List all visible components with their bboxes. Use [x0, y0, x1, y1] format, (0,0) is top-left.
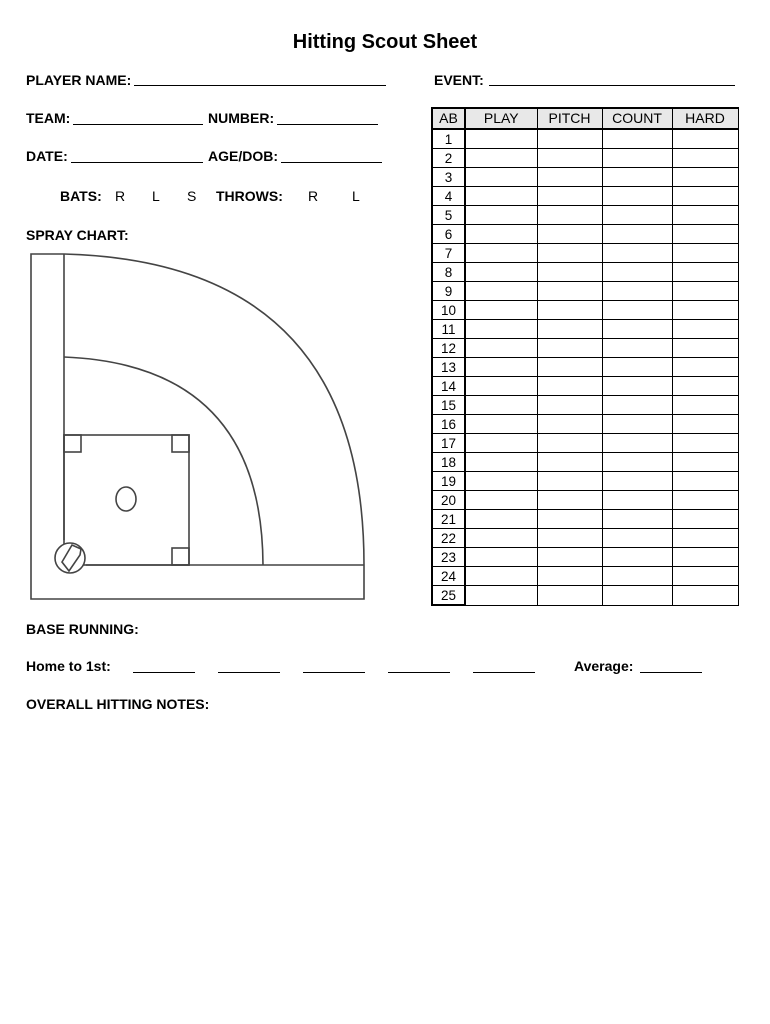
table-row [432, 263, 738, 282]
infield-arc [64, 357, 263, 565]
age-dob-label: AGE/DOB: [208, 148, 278, 164]
pitch-cell[interactable] [537, 396, 602, 415]
pitch-cell[interactable] [537, 187, 602, 206]
at-bat-number: 2 [432, 149, 465, 168]
pitch-cell[interactable] [537, 567, 602, 586]
at-bat-number: 11 [432, 320, 465, 339]
hard-cell[interactable] [672, 149, 738, 168]
at-bat-number: 8 [432, 263, 465, 282]
table-row [432, 129, 738, 149]
pitch-cell[interactable] [537, 244, 602, 263]
play-cell[interactable] [465, 320, 537, 339]
play-cell[interactable] [465, 472, 537, 491]
team-label: TEAM: [26, 110, 71, 126]
hard-cell[interactable] [672, 168, 738, 187]
pitch-cell[interactable] [537, 168, 602, 187]
hard-cell[interactable] [672, 434, 738, 453]
hard-cell[interactable] [672, 129, 738, 149]
overall-hitting-notes-area[interactable] [26, 716, 738, 1006]
at-bat-number: 24 [432, 567, 465, 586]
home-to-first-label: Home to 1st: [26, 658, 111, 674]
table-row [432, 377, 738, 396]
player-name-label: PLAYER NAME: [26, 72, 132, 88]
number-label: NUMBER: [208, 110, 275, 126]
hard-cell[interactable] [672, 510, 738, 529]
table-row [432, 339, 738, 358]
hard-cell[interactable] [672, 282, 738, 301]
play-cell[interactable] [465, 529, 537, 548]
pitch-cell[interactable] [537, 339, 602, 358]
at-bat-number: 19 [432, 472, 465, 491]
count-cell[interactable] [602, 301, 672, 320]
at-bat-number: 16 [432, 415, 465, 434]
pitch-cell[interactable] [537, 434, 602, 453]
play-cell[interactable] [465, 510, 537, 529]
pitch-cell[interactable] [537, 263, 602, 282]
throws-label: THROWS: [216, 188, 283, 204]
bats-option-s[interactable]: S [187, 188, 197, 204]
table-row [432, 472, 738, 491]
count-cell[interactable] [602, 320, 672, 339]
pitch-cell[interactable] [537, 453, 602, 472]
first-base[interactable] [172, 548, 189, 565]
hard-cell[interactable] [672, 472, 738, 491]
play-cell[interactable] [465, 187, 537, 206]
home-to-first-time-2[interactable] [218, 672, 280, 673]
table-row [432, 548, 738, 567]
pitchers-mound [116, 487, 136, 511]
hard-cell[interactable] [672, 529, 738, 548]
play-cell[interactable] [465, 263, 537, 282]
play-cell[interactable] [465, 282, 537, 301]
infield-square [64, 435, 189, 565]
pitch-cell[interactable] [537, 320, 602, 339]
at-bat-number: 12 [432, 339, 465, 358]
play-cell[interactable] [465, 586, 537, 606]
hard-cell[interactable] [672, 548, 738, 567]
count-cell[interactable] [602, 529, 672, 548]
hard-cell[interactable] [672, 377, 738, 396]
second-base[interactable] [172, 435, 189, 452]
column-header-pitch: PITCH [537, 108, 602, 129]
table-row [432, 396, 738, 415]
count-cell[interactable] [602, 415, 672, 434]
hard-cell[interactable] [672, 263, 738, 282]
count-cell[interactable] [602, 339, 672, 358]
pitch-cell[interactable] [537, 548, 602, 567]
column-header-count: COUNT [602, 108, 672, 129]
event-label: EVENT: [434, 72, 484, 88]
spray-chart-label: SPRAY CHART: [26, 227, 129, 243]
at-bat-number: 15 [432, 396, 465, 415]
pitch-cell[interactable] [537, 282, 602, 301]
play-cell[interactable] [465, 339, 537, 358]
count-cell[interactable] [602, 491, 672, 510]
play-cell[interactable] [465, 434, 537, 453]
at-bat-table [431, 107, 739, 606]
table-row [432, 301, 738, 320]
table-row [432, 206, 738, 225]
table-row [432, 187, 738, 206]
count-cell[interactable] [602, 434, 672, 453]
pitch-cell[interactable] [537, 472, 602, 491]
at-bat-number: 9 [432, 282, 465, 301]
pitch-cell[interactable] [537, 129, 602, 149]
table-row [432, 320, 738, 339]
average-label: Average: [574, 658, 634, 674]
average-field[interactable] [640, 672, 702, 673]
at-bat-number: 1 [432, 129, 465, 149]
count-cell[interactable] [602, 453, 672, 472]
hard-cell[interactable] [672, 187, 738, 206]
play-cell[interactable] [465, 415, 537, 434]
column-header-ab: AB [432, 108, 465, 129]
play-cell[interactable] [465, 206, 537, 225]
pitch-cell[interactable] [537, 358, 602, 377]
play-cell[interactable] [465, 129, 537, 149]
home-to-first-time-1[interactable] [133, 672, 195, 673]
throws-option-r[interactable]: R [308, 188, 319, 204]
count-cell[interactable] [602, 472, 672, 491]
home-to-first-time-4[interactable] [388, 672, 450, 673]
hard-cell[interactable] [672, 301, 738, 320]
at-bat-number: 17 [432, 434, 465, 453]
hard-cell[interactable] [672, 491, 738, 510]
third-base[interactable] [64, 435, 81, 452]
table-row [432, 358, 738, 377]
count-cell[interactable] [602, 206, 672, 225]
count-cell[interactable] [602, 567, 672, 586]
column-header-play: PLAY [465, 108, 537, 129]
at-bat-number: 25 [432, 586, 465, 606]
pitch-cell[interactable] [537, 301, 602, 320]
base-running-label: BASE RUNNING: [26, 621, 139, 637]
at-bat-number: 4 [432, 187, 465, 206]
hard-cell[interactable] [672, 586, 738, 606]
table-row [432, 168, 738, 187]
at-bat-number: 3 [432, 168, 465, 187]
count-cell[interactable] [602, 263, 672, 282]
hard-cell[interactable] [672, 244, 738, 263]
count-cell[interactable] [602, 548, 672, 567]
count-cell[interactable] [602, 168, 672, 187]
table-row [432, 453, 738, 472]
at-bat-number: 20 [432, 491, 465, 510]
play-cell[interactable] [465, 377, 537, 396]
at-bat-number: 10 [432, 301, 465, 320]
at-bat-number: 23 [432, 548, 465, 567]
play-cell[interactable] [465, 453, 537, 472]
table-row [432, 510, 738, 529]
table-row [432, 282, 738, 301]
play-cell[interactable] [465, 491, 537, 510]
pitch-cell[interactable] [537, 415, 602, 434]
play-cell[interactable] [465, 567, 537, 586]
bats-option-r[interactable]: R [115, 188, 126, 204]
play-cell[interactable] [465, 244, 537, 263]
pitch-cell[interactable] [537, 529, 602, 548]
pitch-cell[interactable] [537, 149, 602, 168]
table-row [432, 434, 738, 453]
hard-cell[interactable] [672, 415, 738, 434]
play-cell[interactable] [465, 301, 537, 320]
table-row [432, 491, 738, 510]
hard-cell[interactable] [672, 567, 738, 586]
table-row [432, 149, 738, 168]
home-to-first-time-5[interactable] [473, 672, 535, 673]
count-cell[interactable] [602, 510, 672, 529]
at-bat-number: 7 [432, 244, 465, 263]
count-cell[interactable] [602, 396, 672, 415]
count-cell[interactable] [602, 282, 672, 301]
pitch-cell[interactable] [537, 225, 602, 244]
count-cell[interactable] [602, 149, 672, 168]
pitch-cell[interactable] [537, 377, 602, 396]
table-row [432, 586, 738, 606]
table-row [432, 529, 738, 548]
play-cell[interactable] [465, 548, 537, 567]
at-bat-number: 5 [432, 206, 465, 225]
hard-cell[interactable] [672, 206, 738, 225]
table-row [432, 225, 738, 244]
count-cell[interactable] [602, 377, 672, 396]
table-row [432, 567, 738, 586]
hard-cell[interactable] [672, 320, 738, 339]
date-label: DATE: [26, 148, 68, 164]
hard-cell[interactable] [672, 225, 738, 244]
at-bat-number: 13 [432, 358, 465, 377]
pitch-cell[interactable] [537, 491, 602, 510]
column-header-hard: HARD [672, 108, 738, 129]
table-row [432, 244, 738, 263]
hard-cell[interactable] [672, 453, 738, 472]
hard-cell[interactable] [672, 358, 738, 377]
pitch-cell[interactable] [537, 586, 602, 606]
overall-hitting-notes-label: OVERALL HITTING NOTES: [26, 696, 210, 712]
count-cell[interactable] [602, 225, 672, 244]
at-bat-number: 22 [432, 529, 465, 548]
play-cell[interactable] [465, 149, 537, 168]
play-cell[interactable] [465, 396, 537, 415]
outfield-fence [64, 254, 364, 565]
at-bat-number: 18 [432, 453, 465, 472]
throws-option-l[interactable]: L [352, 188, 360, 204]
hard-cell[interactable] [672, 339, 738, 358]
play-cell[interactable] [465, 168, 537, 187]
play-cell[interactable] [465, 225, 537, 244]
hard-cell[interactable] [672, 396, 738, 415]
at-bat-number: 14 [432, 377, 465, 396]
page-title: Hitting Scout Sheet [292, 31, 478, 53]
count-cell[interactable] [602, 129, 672, 149]
table-row [432, 415, 738, 434]
bats-option-l[interactable]: L [152, 188, 160, 204]
bats-label: BATS: [60, 188, 102, 204]
count-cell[interactable] [602, 358, 672, 377]
play-cell[interactable] [465, 358, 537, 377]
home-to-first-time-3[interactable] [303, 672, 365, 673]
pitch-cell[interactable] [537, 206, 602, 225]
count-cell[interactable] [602, 586, 672, 606]
at-bat-number: 21 [432, 510, 465, 529]
count-cell[interactable] [602, 187, 672, 206]
at-bat-number: 6 [432, 225, 465, 244]
pitch-cell[interactable] [537, 510, 602, 529]
count-cell[interactable] [602, 244, 672, 263]
table-header-row [432, 108, 738, 129]
